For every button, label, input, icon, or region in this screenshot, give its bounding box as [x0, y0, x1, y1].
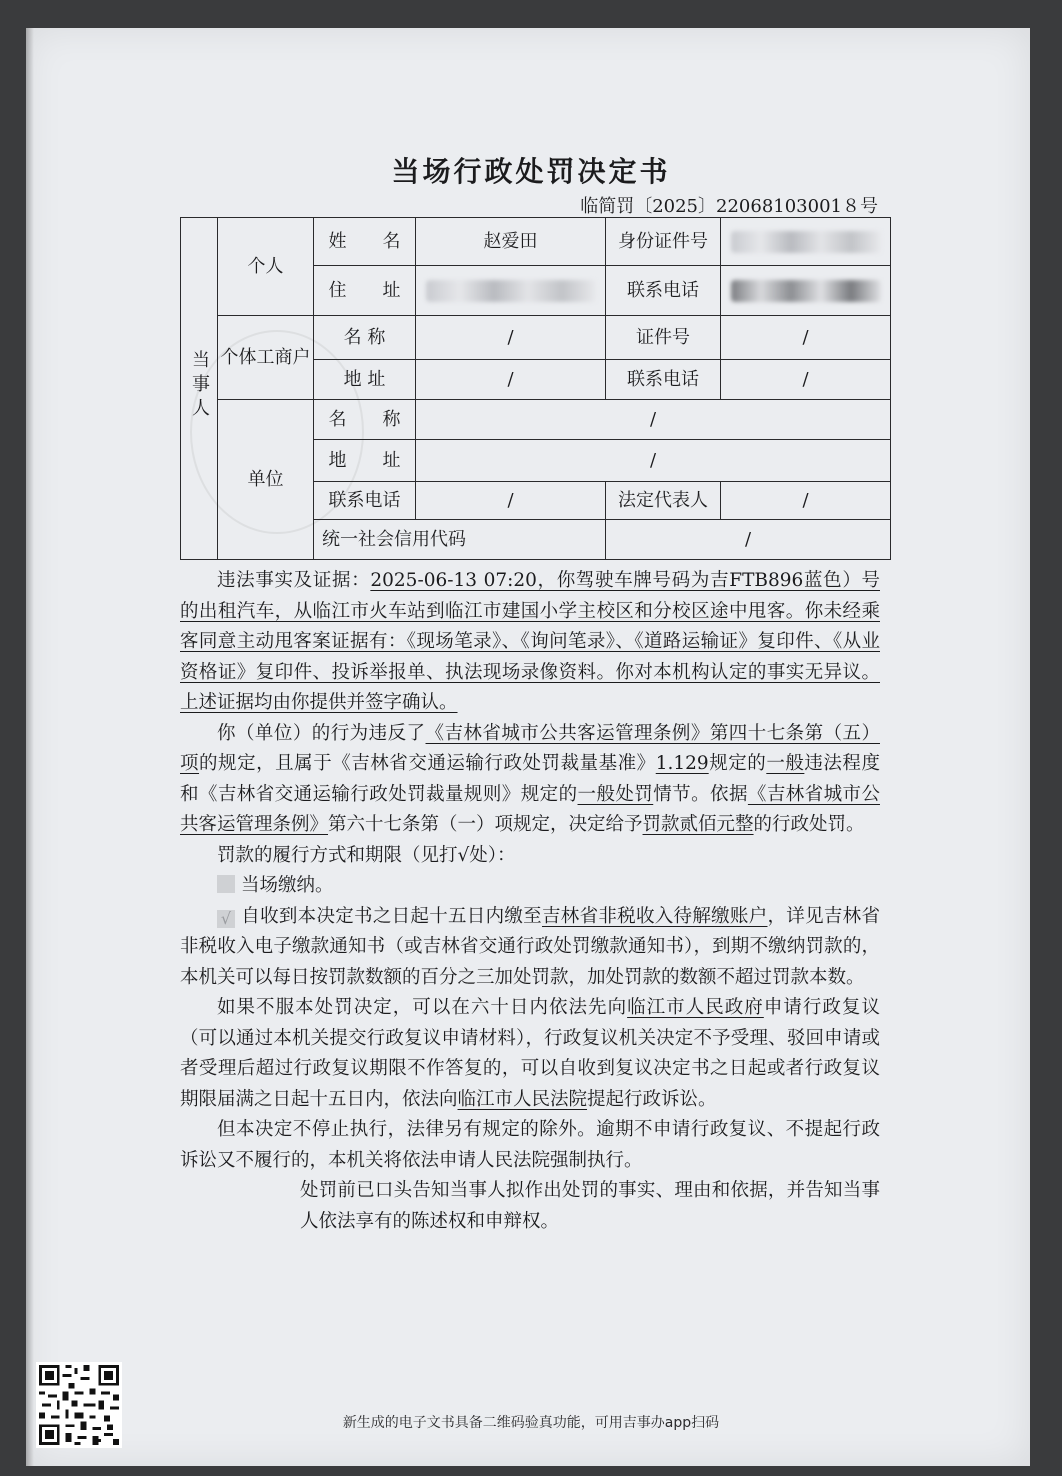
unit-rep-value: / — [721, 482, 891, 520]
unit-rep-label: 法定代表人 — [606, 482, 721, 520]
individual-id-value — [721, 218, 891, 266]
litigation-court: 临江市人民法院 — [457, 1088, 588, 1110]
business-phone-value: / — [721, 360, 891, 400]
document-number: 临简罚〔2025〕22068103001８号 — [580, 196, 878, 217]
violated-regulation: 《吉林省城市公共客运管理条例》第四十七条第（五）项 — [180, 722, 880, 774]
notice-paragraph: 处罚前已口头告知当事人拟作出处罚的事实、理由和依据，并告知当事人依法享有的陈述权和申辩权。 — [300, 1180, 880, 1232]
appeal-text-3: 提起行政诉讼。 — [587, 1088, 717, 1110]
violation-text-5: 情节。依据 — [653, 783, 748, 805]
account-text-2: ，详见吉林省非税收入电子缴款通知书（或吉林省交通行政处罚缴款通知书），到期不缴纳罚款的，本机关可以每日按罚款数额的百分之三加处罚款，加处罚款的数额不超过罚款本数。 — [180, 905, 880, 988]
party-category-label: 当事人 — [189, 349, 210, 422]
penalty-circumstance: 一般处罚 — [577, 783, 654, 805]
unit-phone-value: / — [416, 482, 606, 520]
unit-address-value: / — [416, 440, 891, 482]
enforcement-paragraph: 但本决定不停止执行，法律另有规定的除外。逾期不申请行政复议、不提起行政诉讼又不履行的，本机关将依法申请人民法院强制执行。 — [180, 1119, 880, 1171]
account-text-1: 自收到本决定书之日起十五日内缴至 — [241, 905, 542, 927]
business-section-label: 个体工商户 — [218, 316, 314, 400]
appeal-paragraph — [180, 993, 880, 1115]
individual-name-value: 赵爱田 — [416, 218, 606, 266]
business-cert-label: 证件号 — [606, 316, 721, 360]
sheet-edge-shadow — [26, 28, 34, 1466]
facts-lead: 违法事实及证据： — [217, 570, 371, 591]
facts-text: 2025-06-13 07:20，你驾驶车牌号码为吉FTB896蓝色）号的出租汽车，从临江市火车站到临江市建国小学主校区和分校区途中甩客。你未经乘客同意主动甩客案证据有：《现场笔录》、《询问笔录》、《道路运输证》复印件、《从业资格证》复印件、投诉举报单、执法现场录像资料。你对本机构认定的事实无异议。上述证据均由你提供并签字确认。 — [180, 570, 880, 713]
unit-credit-label: 统一社会信用代码 — [314, 520, 606, 560]
business-cert-value: / — [721, 316, 891, 360]
discretion-item: 1.129 — [655, 753, 709, 774]
redacted-id-number — [731, 231, 881, 253]
violation-paragraph — [180, 719, 880, 841]
payment-account: 吉林省非税收入待解缴账户 — [541, 905, 768, 927]
onsite-checkbox — [217, 875, 235, 893]
decision-body — [180, 566, 880, 1237]
individual-section-label: 个人 — [218, 218, 314, 316]
party-category-cell — [181, 218, 218, 560]
business-name-value: / — [416, 316, 606, 360]
verification-qr-code-icon[interactable] — [36, 1362, 122, 1448]
payment-option-onsite — [180, 871, 880, 902]
document-title: 当场行政处罚决定书 — [391, 155, 671, 188]
individual-address-label: 住 址 — [314, 266, 416, 316]
business-name-label: 名 称 — [314, 316, 416, 360]
onsite-label: 当场缴纳。 — [241, 875, 334, 896]
violation-text-4: 违法程度和《吉林省交通运输行政处罚裁量规则》规定的 — [180, 753, 880, 805]
review-authority: 临江市人民政府 — [627, 997, 764, 1018]
appeal-text-1: 如果不服本处罚决定，可以在六十日内依法先向 — [217, 997, 628, 1018]
violation-text-2: 的规定，且属于《吉林省交通运输行政处罚裁量基准》 — [199, 753, 656, 774]
account-checkbox-checked: √ — [217, 910, 235, 928]
unit-name-value: / — [416, 400, 891, 440]
violation-text-3: 规定的 — [708, 753, 767, 774]
footer-note: 新生成的电子文书具备二维码验真功能，可用吉事办app扫码 — [342, 1415, 720, 1431]
unit-phone-label: 联系电话 — [314, 482, 416, 520]
penalty-basis-regulation: 《吉林省城市公共客运管理条例》 — [180, 783, 880, 835]
payment-intro: 罚款的履行方式和期限（见打√处）： — [217, 844, 516, 866]
individual-address-value — [416, 266, 606, 316]
violation-degree: 一般 — [766, 753, 805, 774]
business-phone-label: 联系电话 — [606, 360, 721, 400]
violation-text-6: 第六十七条第（一）项规定，决定给予 — [328, 814, 643, 835]
facts-paragraph — [180, 566, 880, 719]
redacted-address — [426, 280, 596, 302]
individual-phone-label: 联系电话 — [606, 266, 721, 316]
unit-name-label: 名 称 — [314, 400, 416, 440]
business-address-value: / — [416, 360, 606, 400]
business-address-label: 地 址 — [314, 360, 416, 400]
unit-credit-value: / — [606, 520, 891, 560]
unit-address-label: 地 址 — [314, 440, 416, 482]
individual-name-label: 姓 名 — [314, 218, 416, 266]
payment-option-account — [180, 902, 880, 994]
unit-section-label: 单位 — [218, 400, 314, 560]
violation-text-7: 的行政处罚。 — [753, 814, 865, 835]
redacted-phone — [731, 280, 881, 302]
violation-text-1: 你（单位）的行为违反了 — [217, 722, 426, 744]
appeal-text-2: 申请行政复议（可以通过本机关提交行政复议申请材料），行政复议机关决定不予受理、驳回申请或者受理后超过行政复议期限不作答复的，可以自收到复议决定书之日起或者行政复议期限届满之日起十五日内，依法向 — [180, 997, 880, 1110]
party-info-table — [180, 217, 891, 560]
individual-phone-value — [721, 266, 891, 316]
individual-id-label: 身份证件号 — [606, 218, 721, 266]
penalty-amount: 罚款贰佰元整 — [642, 814, 754, 835]
